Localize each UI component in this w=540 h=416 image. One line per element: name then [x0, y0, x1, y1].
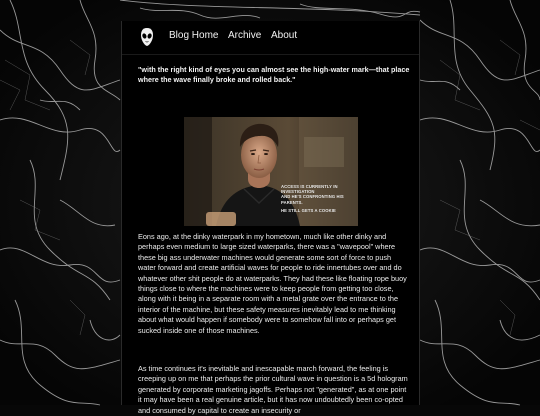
video-caption-line: ACCESS IS CURRENTLY IN INVESTIGATION [281, 184, 338, 195]
video-caption-line: AND HE'S CONFRONTING HIS PARENTS. [281, 194, 344, 205]
blog-container [121, 21, 420, 415]
post-paragraph: Eons ago, at the dinky waterpark in my hometown, much like other dinky and perhaps even medium to large sized waterparks, there was a "wavepool" where these big ass underwater machines would generate some sort of force to push water forward and create artificial waves for people to ride innertubes over and do whatever other shit people do at waterparks. They had these like floating rope buoy things close to where the machines were to keep people from getting too close, along with it being in a separate room with a metal grate over the entrance to the interior of the machine, but these safety measures inevitably lead to me thinking about what would happen if somebody were to somehow fall into or perhaps get sucked inside one of those machines. [138, 232, 407, 335]
nav-archive-link[interactable]: Archive [228, 30, 262, 41]
alien-face-icon[interactable] [140, 27, 154, 47]
post-quote: "with the right kind of eyes you can almost see the high-water mark—that place where the wave finally broke and rolled back." [138, 65, 410, 84]
post-video-still [184, 117, 358, 226]
post-paragraph: As time continues it's inevitable and inescapable march forward, the feeling is creeping up on me that perhaps the prior cultural wave in question is a 5d hologram generated by corporate marketing jagoffs. Perhaps not "generated", as at one point it may have been a real genuine article, but it has now undoubtedly been co-opted and consumed by capital to create an insecurity or [138, 364, 408, 415]
video-caption-line: HE STILL GETS A COOKIE [281, 207, 336, 213]
alien-face-icon-graphic [140, 27, 154, 47]
nav-about-link[interactable]: About [271, 30, 298, 41]
top-navigation [122, 21, 419, 55]
video-caption [281, 184, 357, 213]
nav-blog-home-link[interactable]: Blog Home [169, 30, 219, 41]
